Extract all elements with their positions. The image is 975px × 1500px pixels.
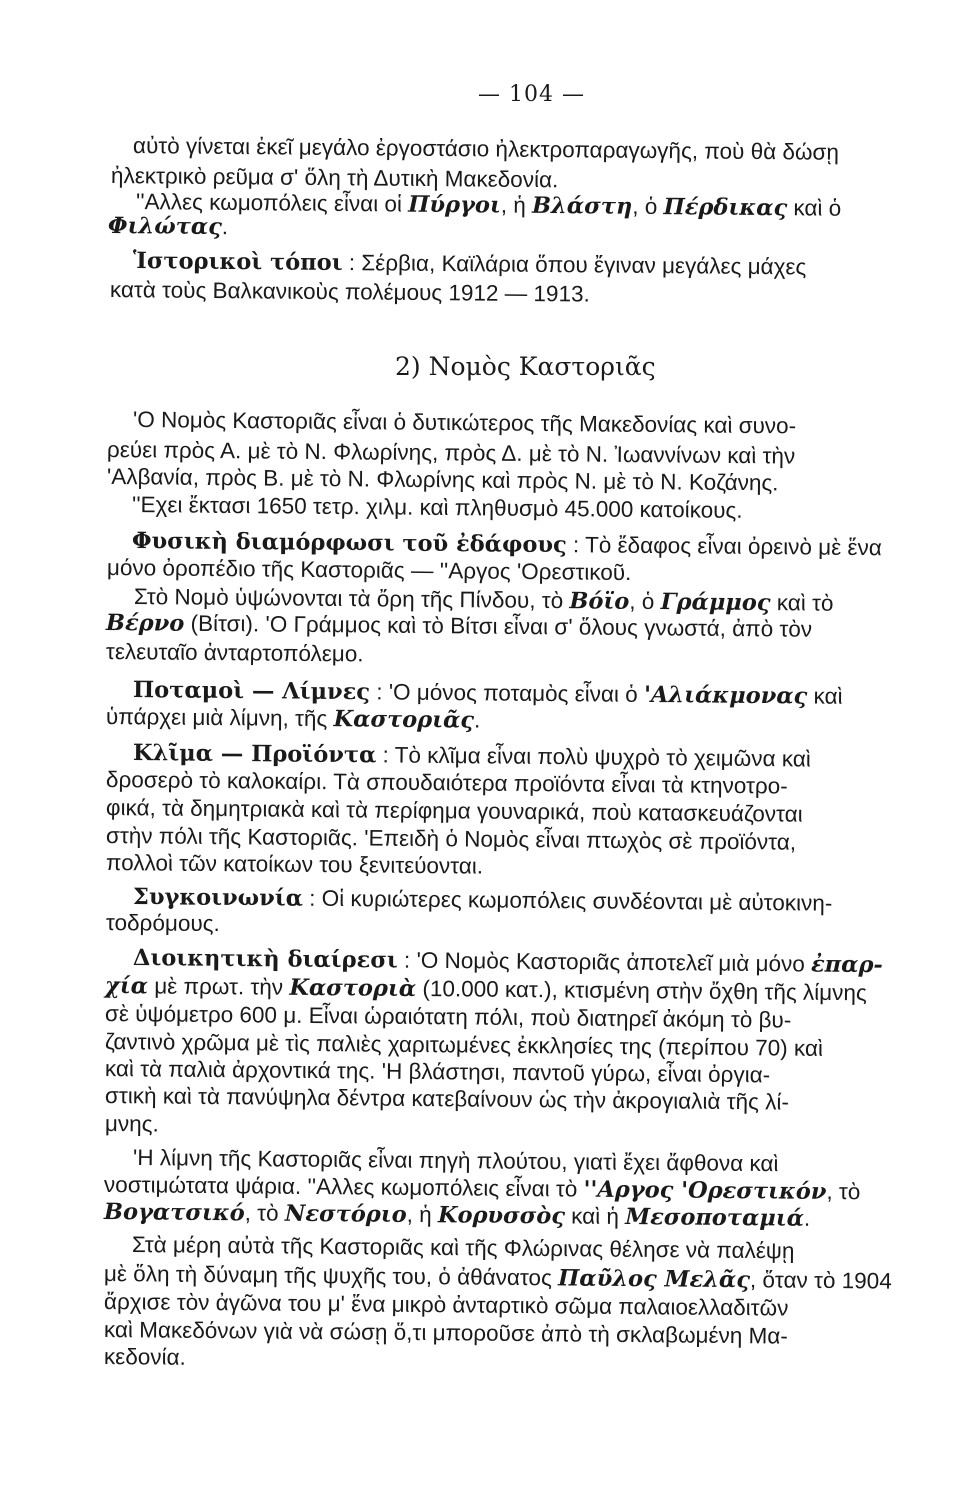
- text-line: ''Εχει ἔκτασι 1650 τετρ. χιλμ. καὶ πληθυσμὸ 45.000 κατοίκους.: [131, 492, 743, 523]
- text-line: ζαντινὸ χρῶμα μὲ τὶς παλιὲς χαριτωμένες ἐκκλησίες της (περίπου 70) καὶ: [104, 1029, 824, 1061]
- text-line: δροσερὸ τὸ καλοκαίρι. Τὰ σπουδαιότερα προϊόντα εἶναι τὰ κτηνοτρο-: [105, 767, 788, 799]
- text-line: μνης.: [104, 1111, 159, 1137]
- text-line: Φυσικὴ διαμόρφωσι τοῦ ἐδάφους : Τὸ ἔδαφος εἶναι ὀρεινὸ μὲ ἕνα: [131, 528, 882, 561]
- text-line: Στὰ μέρη αὐτὰ τῆς Καστοριᾶς καὶ τῆς Φλώρινας θέλησε νὰ παλέψῃ: [131, 1232, 795, 1264]
- text-line: στικὴ καὶ τὰ πανύψηλα δέντρα κατεβαίνουν ὡς τὴν ἀκρογιαλιὰ τῆς λί-: [104, 1083, 790, 1115]
- text-line: ὑπάρχει μιὰ λίμνη, τῆς Καστοριᾶς.: [105, 704, 481, 734]
- text-line: Στὸ Νομὸ ὑψώνονται τὰ ὄρη τῆς Πίνδου, τὸ Βόϊο, ὁ Γράμμος καὶ τὸ: [133, 584, 834, 617]
- text-line: 'Η λίμνη τῆς Καστοριᾶς εἶναι πηγὴ πλούτου, γιατὶ ἔχει ἄφθονα καὶ: [132, 1145, 779, 1177]
- text-line: τοδρόμους.: [105, 910, 220, 937]
- text-line: μὲ ὅλη τὴ δύναμη τῆς ψυχῆς του, ὁ ἀθάνατος Παῦλος Μελᾶς, ὅταν τὸ 1904: [103, 1261, 892, 1294]
- text-line: Κλῖμα — Προϊόντα : Τὸ κλῖμα εἶναι πολὺ ψυχρὸ τὸ χειμῶνα καὶ: [132, 740, 811, 772]
- text-line: κεδονία.: [103, 1344, 186, 1370]
- text-line: καὶ Μακεδόνων γιὰ νὰ σώσῃ ὅ,τι μποροῦσε ἀπὸ τὴ σκλαβωμένη Μα-: [103, 1317, 788, 1349]
- text-line: ἄρχισε τὸν ἀγῶνα του μ' ἕνα μικρὸ ἀνταρτικὸ σῶμα παλαιοελλαδιτῶν: [103, 1289, 789, 1321]
- text-line: Διοικητικὴ διαίρεσι : 'Ο Νομὸς Καστοριᾶς ἀποτελεῖ μιὰ μόνο ἐπαρ-: [132, 945, 883, 979]
- text-line: στὴν πόλι τῆς Καστοριᾶς. 'Επειδὴ ὁ Νομὸς εἶναι πτωχὸς σὲ προϊόντα,: [105, 823, 797, 855]
- text-line: φικά, τὰ δημητριακὰ καὶ τὰ περίφημα γουναρικά, ποὺ κατασκευάζονται: [105, 795, 803, 827]
- text-line: χία μὲ πρωτ. τὴν Καστοριὰ (10.000 κατ.), κτισμένη στὴν ὄχθη τῆς λίμνης: [104, 973, 867, 1006]
- text-line: ρεύει πρὸς Α. μὲ τὸ Ν. Φλωρίνης, πρὸς Δ. μὲ τὸ Ν. Ἰωαννίνων καὶ τὴν: [106, 437, 796, 469]
- text-line: ''Αλλες κωμοπόλεις εἶναι οἱ Πύργοι, ἡ Βλάστη, ὁ Πέρδικας καὶ ὁ: [135, 189, 842, 222]
- text-line: Ποταμοὶ — Λίμνες : 'Ο μόνος ποταμὸς εἶναι ὁ 'Αλιάκμονας καὶ: [132, 677, 843, 710]
- text-line: Φιλώτας.: [107, 213, 229, 241]
- text-line: Βογατσικό, τὸ Νεστόριο, ἡ Κορυσσὸς καὶ ἡ Μεσοποταμιά.: [103, 1199, 811, 1232]
- text-line: νοστιμώτατα ψάρια. ''Αλλες κωμοπόλεις εἶναι τὸ ''Αργος 'Ορεστικόν, τὸ: [103, 1172, 861, 1205]
- section-heading: 2) Νομὸς Καστοριᾶς: [395, 352, 656, 381]
- text-line: Ἱστορικοὶ τόποι : Σέρβια, Καϊλάρια ὅπου ἔγιναν μεγάλες μάχες: [132, 248, 807, 280]
- text-line: τελευταῖο ἀνταρτοπόλεμο.: [105, 639, 364, 667]
- text-line: καὶ τὰ παλιὰ ἀρχοντικά της. 'Η βλάστησι, παντοῦ γύρω, εἶναι ὀργια-: [104, 1056, 771, 1088]
- text-line: Συγκοινωνία : Οἱ κυριώτερες κωμοπόλεις συνδέονται μὲ αὐτοκινη-: [132, 884, 833, 916]
- text-line: Βέρνο (Βίτσι). 'Ο Γράμμος καὶ τὸ Βίτσι εἶναι σ' ὅλους γνωστά, ἀπὸ τὸν: [105, 610, 813, 642]
- text-line: κατὰ τοὺς Βαλκανικοὺς πολέμους 1912 — 1913.: [109, 277, 590, 307]
- text-line: σὲ ὑψόμετρο 600 μ. Εἶναι ὡραιότατη πόλι, ποὺ διατηρεῖ ἀκόμη τὸ βυ-: [104, 1001, 792, 1033]
- text-line: αὐτὸ γίνεται ἐκεῖ μεγάλο ἐργοστάσιο ἠλεκτροπαραγωγῆς, ποὺ θὰ δώσῃ: [132, 133, 840, 165]
- text-line: 'Αλβανία, πρὸς Β. μὲ τὸ Ν. Φλωρίνης καὶ πρὸς Ν. μὲ τὸ Ν. Κοζάνης.: [106, 464, 779, 496]
- text-line: πολλοὶ τῶν κατοίκων του ξενιτεύονται.: [105, 850, 484, 879]
- text-line: ἠλεκτρικὸ ρεῦμα σ' ὅλη τὴ Δυτικὴ Μακεδονία.: [110, 163, 559, 193]
- page-number: — 104 —: [478, 82, 585, 107]
- text-line: 'Ο Νομὸς Καστοριᾶς εἶναι ὁ δυτικώτερος τῆς Μακεδονίας καὶ συνο-: [132, 407, 797, 439]
- text-line: μόνο ὀροπέδιο τῆς Καστοριᾶς — ''Αργος 'Ορεστικοῦ.: [106, 555, 632, 586]
